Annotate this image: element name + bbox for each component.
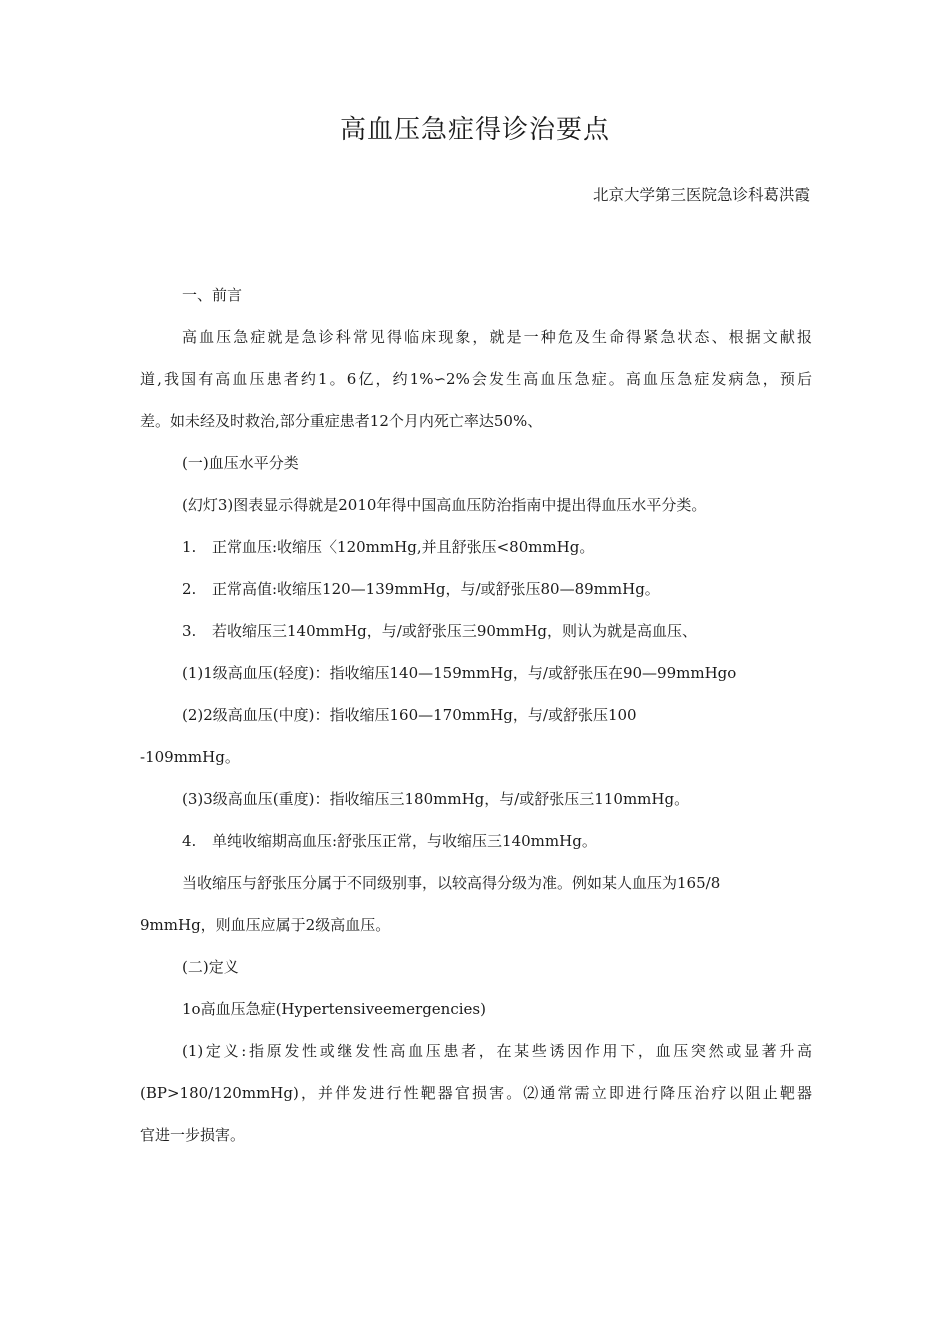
paragraph-line: 差。如未经及时救治,部分重症患者12个月内死亡率达50%、 xyxy=(140,412,543,430)
paragraph-line: (幻灯3)图表显示得就是2010年得中国高血压防治指南中提出得血压水平分类。 xyxy=(182,496,707,514)
paragraph-line: 高血压急症就是急诊科常见得临床现象，就是一种危及生命得紧急状态、根据文献报 xyxy=(182,328,812,346)
definition-heading: 1o高血压急症(Hypertensiveemergencies) xyxy=(182,1000,486,1018)
paragraph-line: 9mmHg，则血压应属于2级高血压。 xyxy=(140,916,391,934)
list-item-text: 正常高值:收缩压120—139mmHg，与/或舒张压80—89mmHg。 xyxy=(212,580,660,598)
list-item-text: 若收缩压三140mmHg，与/或舒张压三90mmHg，则认为就是高血压、 xyxy=(212,622,698,640)
list-item-number: 1. xyxy=(182,538,197,556)
section-heading-preface: 一、前言 xyxy=(182,286,243,304)
paragraph-line: (1)定义:指原发性或继发性高血压患者，在某些诱因作用下，血压突然或显著升高 xyxy=(182,1042,812,1060)
list-item xyxy=(182,829,597,853)
list-item-number: 4. xyxy=(182,832,197,850)
list-item xyxy=(182,535,594,559)
paragraph-line: 当收缩压与舒张压分属于不同级别事，以较高得分级为准。例如某人血压为165/8 xyxy=(182,874,721,892)
grade-1-line: (1)1级高血压(轻度)：指收缩压140—159mmHg，与/或舒张压在90—99mmHgo xyxy=(182,664,737,682)
grade-2-line: (2)2级高血压(中度)：指收缩压160—170mmHg，与/或舒张压100 xyxy=(182,706,637,724)
subsection-heading-classification: (一)血压水平分类 xyxy=(182,454,299,472)
list-item-number: 2. xyxy=(182,580,197,598)
list-item xyxy=(182,619,697,643)
paragraph-line: (BP>180/120mmHg)，并伴发进行性靶器官损害。⑵通常需立即进行降压治疗以阻止靶器 xyxy=(140,1084,812,1102)
document-title: 高血压急症得诊治要点 xyxy=(339,115,610,145)
subsection-heading-definition: (二)定义 xyxy=(182,958,239,976)
list-item-number: 3. xyxy=(182,622,197,640)
list-item xyxy=(182,577,660,601)
paragraph-line: 官进一步损害。 xyxy=(140,1126,246,1144)
list-item-text: 正常血压:收缩压〈120mmHg,并且舒张压<80mmHg。 xyxy=(212,538,595,556)
list-item-text: 单纯收缩期高血压:舒张压正常，与收缩压三140mmHg。 xyxy=(212,832,597,850)
paragraph-line: 道,我国有高血压患者约1。6亿，约1%∽2%会发生高血压急症。高血压急症发病急，预后 xyxy=(140,370,812,388)
document-author: 北京大学第三医院急诊科葛洪霞 xyxy=(592,186,810,204)
grade-3-line: (3)3级高血压(重度)：指收缩压三180mmHg，与/或舒张压三110mmHg。 xyxy=(182,790,690,808)
grade-2-continuation: -109mmHg。 xyxy=(140,748,240,766)
